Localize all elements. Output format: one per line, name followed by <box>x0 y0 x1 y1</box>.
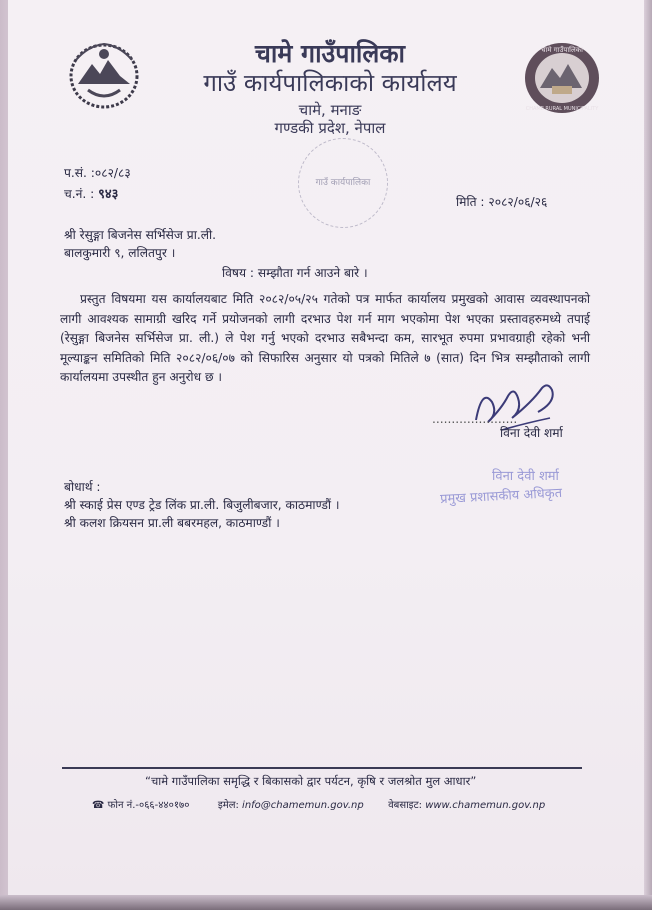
footer-email: info@chamemun.gov.np <box>242 800 364 811</box>
office-place: चामे, मनाङ <box>298 101 362 119</box>
nepal-emblem-icon <box>68 40 140 110</box>
stamp-designation: प्रमुख प्रशासकीय अधिकृत <box>439 485 563 508</box>
recipient-name: श्री रेसुङ्गा बिजनेस सर्भिसेज प्रा.ली. <box>64 228 217 242</box>
phone-icon: ☎ <box>92 800 105 811</box>
footer-web-label: वेबसाइट: <box>388 800 423 811</box>
office-province: गण्डकी प्रदेश, नेपाल <box>274 119 386 137</box>
footer-contact <box>92 797 545 811</box>
footer-web: www.chamemun.gov.np <box>425 800 546 811</box>
footer-divider <box>62 767 582 769</box>
office-title: गाउँ कार्यपालिकाको कार्यालय <box>203 69 457 97</box>
org-title: चामे गाउँपालिका <box>254 39 406 68</box>
page-edge-shadow <box>644 0 652 910</box>
cc-item: श्री स्काई प्रेस एण्ड ट्रेड लिंक प्रा.ली. बिजुलीबजार, काठमाण्डौं । <box>64 498 340 512</box>
svg-text:चामे गाउँपालिका: चामे गाउँपालिका <box>541 46 583 54</box>
patra-sankhya: प.सं. :०८२/८३ <box>64 166 131 180</box>
letter-subject: विषय : सम्झौता गर्न आउने बारे । <box>222 266 368 280</box>
municipal-seal-icon <box>522 40 602 116</box>
footer-slogan: “चामे गाउँपालिका समृद्धि र बिकासको द्वार पर्यटन, कृषि र जलश्रोत मुल आधार” <box>145 774 477 788</box>
cc-label: बोधार्थ : <box>64 480 101 494</box>
footer-email-label: इमेल: <box>217 800 239 811</box>
chalani-number-row <box>64 184 118 202</box>
footer-phone: फोन नं.-०६६-४४०१७० <box>107 800 190 811</box>
cc-item: श्री कलश क्रियसन प्रा.ली बबरमहल, काठमाण्डौं । <box>64 516 280 530</box>
chalani-label: च.नं. : <box>64 187 95 201</box>
recipient-address: बालकुमारी ९, ललितपुर । <box>64 246 176 260</box>
page-bottom-edge <box>0 895 652 910</box>
signatory-name: विना देवी शर्मा <box>500 426 563 440</box>
chalani-number: ९४३ <box>98 187 119 202</box>
stamp-name: विना देवी शर्मा <box>492 469 559 484</box>
signature-dots: ...................... <box>432 412 518 426</box>
faint-office-stamp: गाउँ कार्यपालिका <box>298 138 388 228</box>
seal-text: CHAME RURAL MUNICIPALITY <box>525 106 599 112</box>
letter-date: मिति : २०८२/०६/२६ <box>456 195 548 209</box>
letter-body: प्रस्तुत विषयमा यस कार्यालयबाट मिति २०८२/०५/२५ गतेको पत्र मार्फत कार्यालय प्रमुखको आवास व्यवस्थापनको लागी आवश्यक सामाग्री खरिद गर्ने प्रयोजनको लागी दरभाउ पेश गर्न माग भएकोमा पेश भएका प्रस्तावहरुमध्ये तपाई (रेसुङ्गा बिजनेस सर्भिसेज प्रा. ली.) ले पेश गर्नु भएको दरभाउ सबैभन्दा कम, सारभूत रुपमा प्रभावग्राही रहेको भनी मूल्याङ्कन समितिको मिति २०८२/०६/०७ को सिफारिस अनुसार यो पत्रको मितिले ७ (सात) दिन भित्र सम्झौताको लागी कार्यालयमा उपस्थीत हुन अनुरोध छ । <box>60 292 590 384</box>
